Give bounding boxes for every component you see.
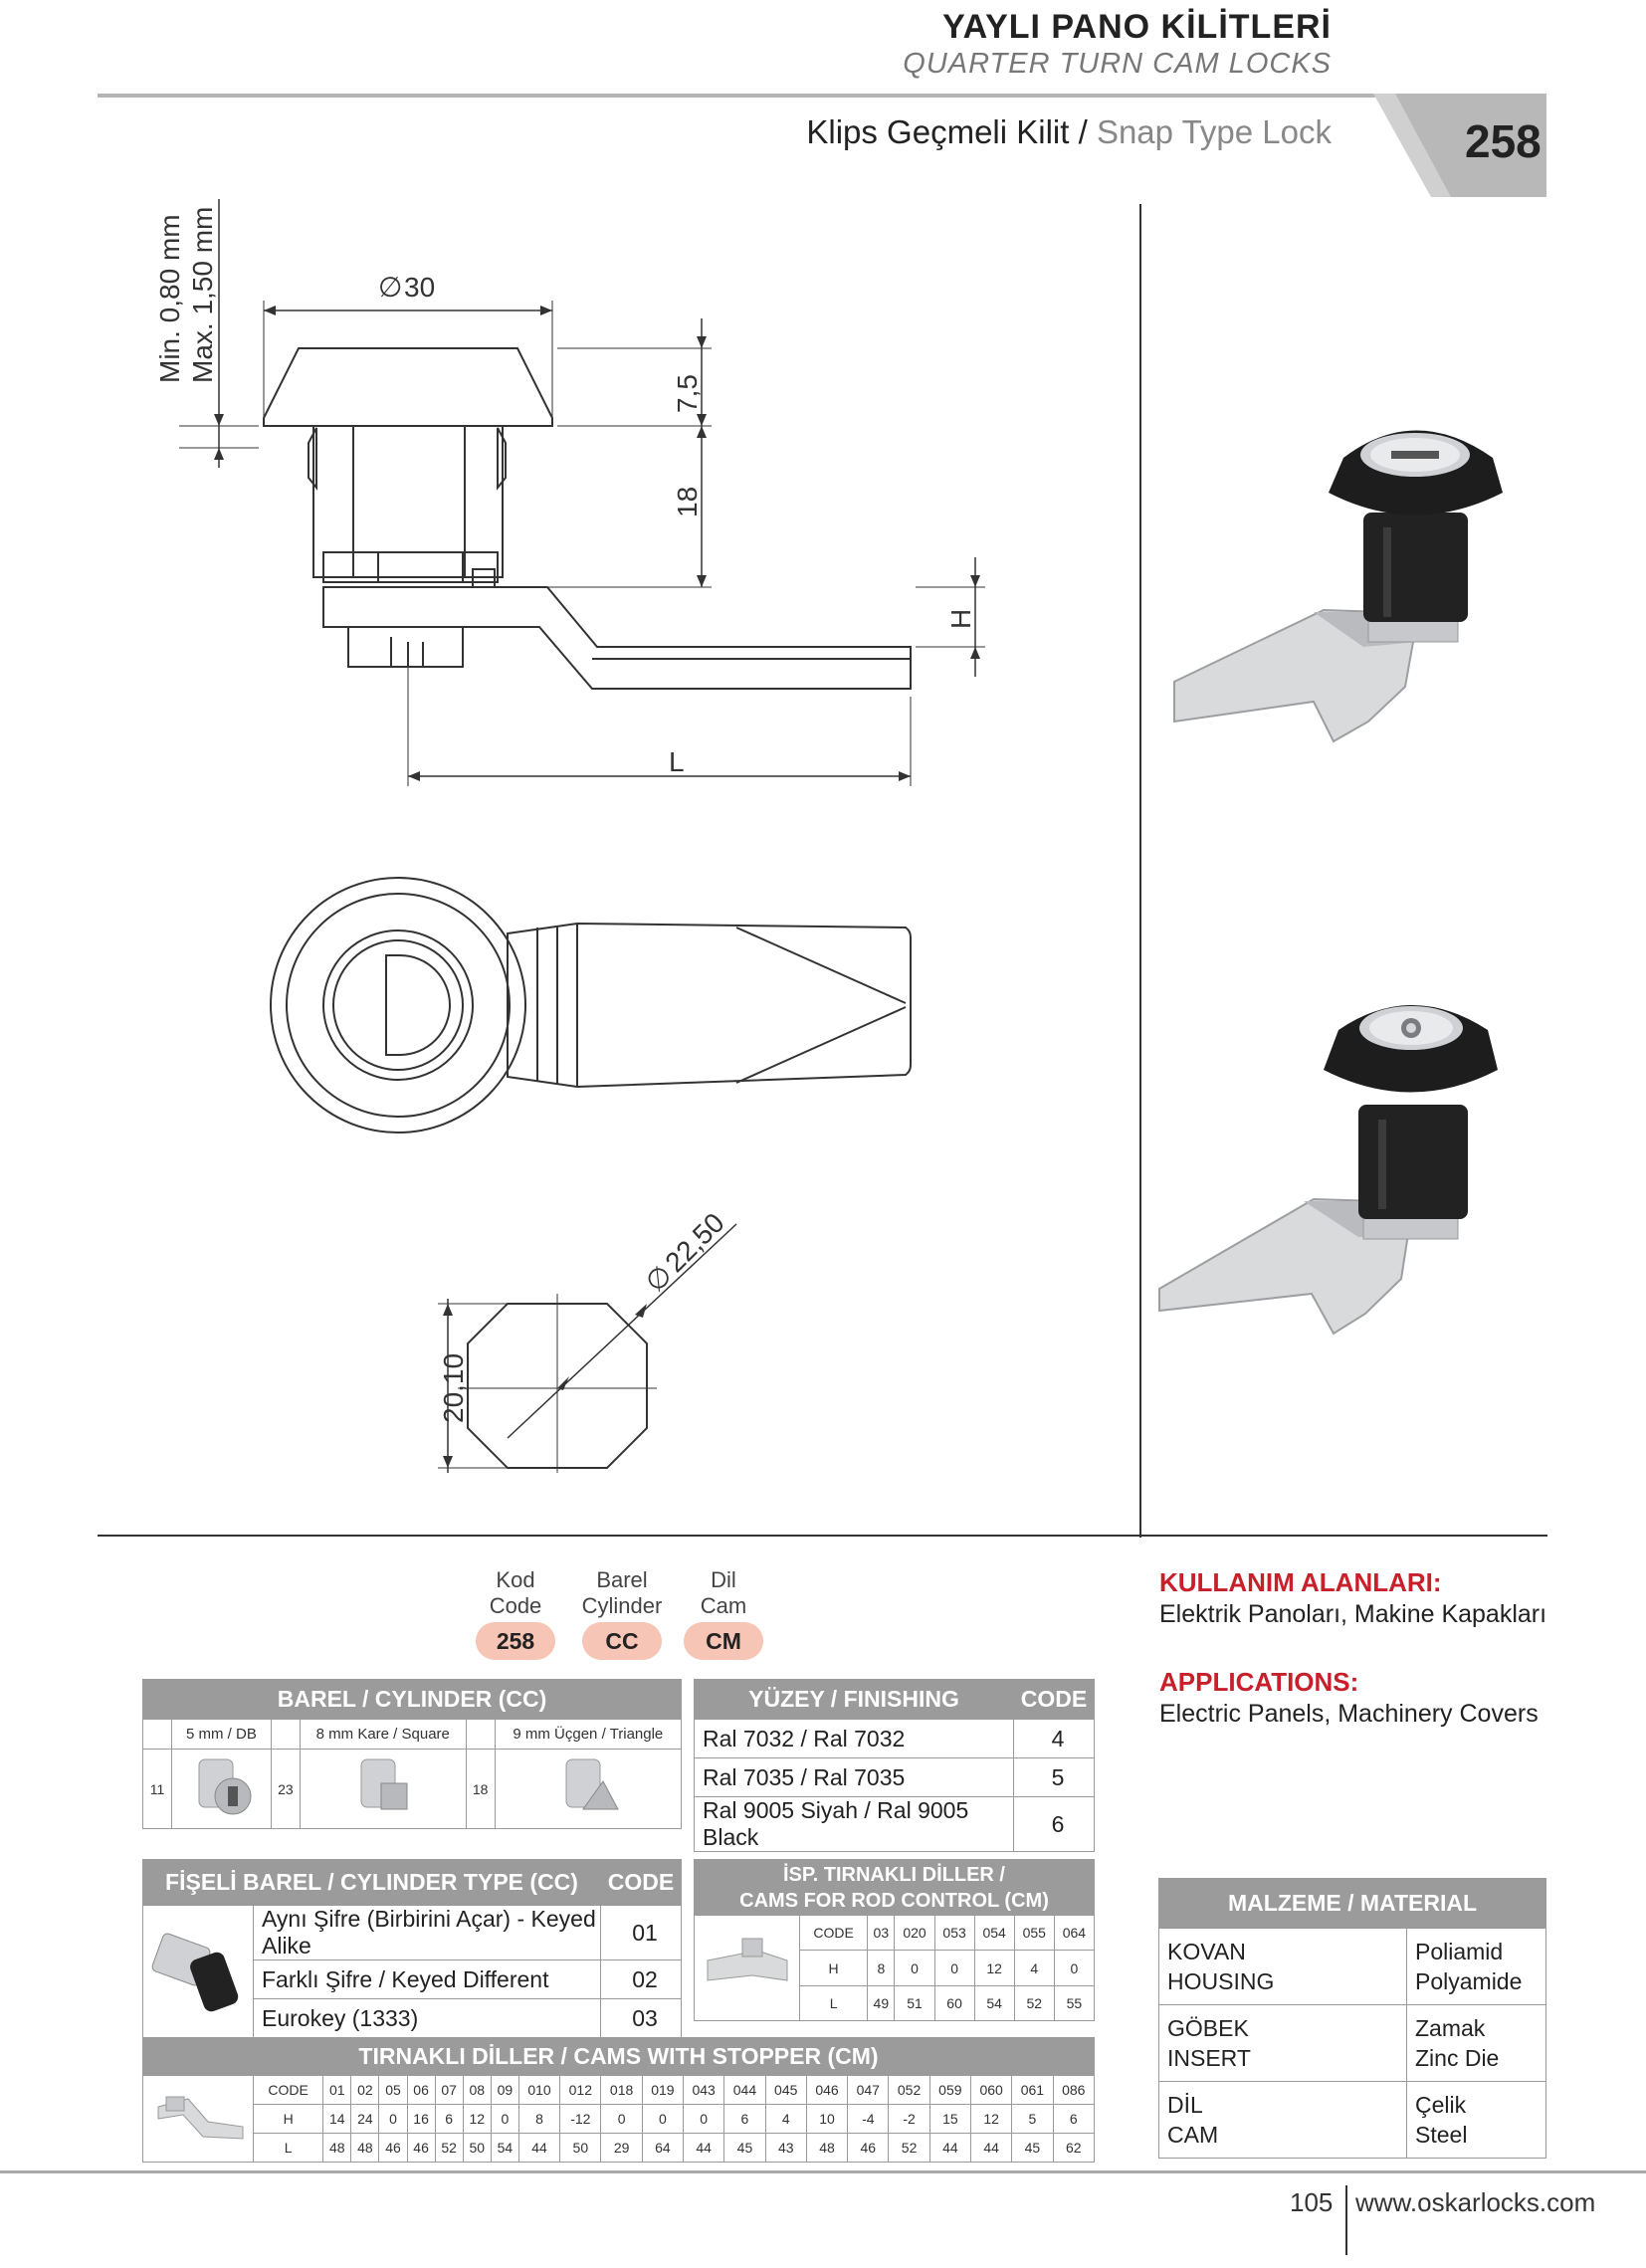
page-code: 258 — [1465, 115, 1542, 167]
stopper-h: 12 — [463, 2105, 491, 2134]
stopper-table — [142, 2037, 1095, 2163]
cylinder-triangle-icon — [548, 1752, 628, 1821]
finishing-code: 4 — [1014, 1720, 1095, 1758]
stopper-h-header: H — [254, 2105, 323, 2134]
stopper-l: 44 — [684, 2134, 724, 2163]
order-code-pill-barel: CC — [582, 1622, 662, 1660]
stopper-l: 29 — [601, 2134, 642, 2163]
footer-separator — [1345, 2185, 1347, 2255]
stopper-l: 45 — [724, 2134, 765, 2163]
stopper-h: 6 — [1053, 2105, 1094, 2134]
stopper-l: 46 — [407, 2134, 435, 2163]
stopper-cam-icon — [148, 2077, 248, 2157]
cylinder-type-label: Eurokey (1333) — [254, 1999, 601, 2038]
stopper-h: -2 — [889, 2105, 929, 2134]
applications-heading-en: APPLICATIONS: — [1159, 1667, 1359, 1697]
rod-code: 064 — [1054, 1916, 1094, 1951]
kod-label-en: Code — [489, 1593, 542, 1618]
material-part-tr: GÖBEK — [1167, 2015, 1249, 2041]
cylinder-type-code-header: CODE — [601, 1860, 682, 1906]
vertical-divider — [1139, 204, 1141, 1538]
rod-title-line2: CAMS FOR ROD CONTROL (CM) — [739, 1889, 1049, 1912]
applications-heading-tr: KULLANIM ALANLARI: — [1159, 1567, 1442, 1597]
cylinder-table-title: BAREL / CYLINDER (CC) — [143, 1680, 682, 1720]
dim-l-label: L — [669, 746, 685, 777]
cylinder-img-triangle — [495, 1750, 681, 1829]
stopper-h: 4 — [765, 2105, 806, 2134]
material-value-tr: Çelik — [1415, 2092, 1467, 2118]
stopper-code: 08 — [463, 2076, 491, 2105]
rod-h: 0 — [895, 1951, 934, 1986]
rod-code: 054 — [974, 1916, 1014, 1951]
rod-l: 49 — [868, 1986, 895, 2021]
stopper-h: 0 — [684, 2105, 724, 2134]
finishing-label: Ral 7032 / Ral 7032 — [695, 1720, 1014, 1758]
stopper-l: 50 — [560, 2134, 601, 2163]
product-render-triangle-lock — [1154, 990, 1533, 1348]
cylinder-type-label: Farklı Şifre / Keyed Different — [254, 1960, 601, 1999]
applications-text-en: Electric Panels, Machinery Covers — [1159, 1700, 1539, 1728]
finishing-table-code-header: CODE — [1014, 1680, 1095, 1720]
stopper-h: 8 — [518, 2105, 559, 2134]
stopper-code: 047 — [848, 2076, 889, 2105]
cylinder-type-code: 23 — [271, 1750, 300, 1829]
cylinder-img-square — [300, 1750, 466, 1829]
material-part-tr: DİL — [1167, 2092, 1203, 2118]
finishing-label: Ral 9005 Siyah / Ral 9005 Black — [695, 1797, 1014, 1852]
cylinder-type-code: 01 — [601, 1906, 682, 1960]
stopper-code-header: CODE — [254, 2076, 323, 2105]
cylinder-img-db — [172, 1750, 272, 1829]
dia-22-50-symbol: ∅ — [639, 1259, 679, 1299]
cylinder-type-code: 03 — [601, 1999, 682, 2038]
cylinder-type-label: 8 mm Kare / Square — [300, 1720, 466, 1750]
material-value-en: Steel — [1415, 2122, 1468, 2148]
stopper-l: 43 — [765, 2134, 806, 2163]
kod-label-tr: Kod — [496, 1567, 535, 1592]
order-code-col-barel — [567, 1567, 677, 1619]
material-part-en: CAM — [1167, 2122, 1219, 2148]
product-type-en: Snap Type Lock — [1096, 113, 1332, 150]
stopper-h: 0 — [379, 2105, 407, 2134]
rod-l: 52 — [1014, 1986, 1054, 2021]
stopper-h: 0 — [601, 2105, 642, 2134]
rod-code: 055 — [1014, 1916, 1054, 1951]
stopper-h: 0 — [642, 2105, 683, 2134]
cylinder-type-label: 9 mm Üçgen / Triangle — [495, 1720, 681, 1750]
rod-code: 053 — [934, 1916, 974, 1951]
cylinder-type-label: 5 mm / DB — [172, 1720, 272, 1750]
material-value-en: Polyamide — [1415, 1968, 1523, 1994]
cylinder-type-table — [142, 1859, 682, 2038]
stopper-code: 018 — [601, 2076, 642, 2105]
cylinder-type-code: 11 — [143, 1750, 172, 1829]
dim-h-label: H — [945, 608, 976, 629]
dil-label-en: Cam — [700, 1593, 747, 1618]
rod-h-header: H — [800, 1951, 868, 1986]
stopper-h: 16 — [407, 2105, 435, 2134]
cylinder-type-code: 18 — [466, 1750, 495, 1829]
finishing-table-title: YÜZEY / FINISHING — [695, 1680, 1014, 1720]
finishing-table — [694, 1679, 1095, 1852]
cylinder-square-icon — [343, 1752, 423, 1821]
stopper-h: -4 — [848, 2105, 889, 2134]
footer-page-number: 105 — [1290, 2187, 1334, 2217]
stopper-code: 07 — [435, 2076, 463, 2105]
finishing-code: 5 — [1014, 1758, 1095, 1797]
stopper-l: 45 — [1012, 2134, 1053, 2163]
header-subtitle: QUARTER TURN CAM LOCKS — [903, 48, 1332, 80]
stopper-code: 086 — [1053, 2076, 1094, 2105]
order-code-pill-dil: CM — [684, 1622, 763, 1660]
rod-control-table — [694, 1859, 1095, 2021]
stopper-code: 061 — [1012, 2076, 1053, 2105]
rod-cam-img — [695, 1916, 800, 2021]
dia-30-label: 30 — [404, 272, 436, 303]
stopper-h: 24 — [351, 2105, 379, 2134]
rod-control-table-title — [695, 1860, 1095, 1916]
stopper-code: 06 — [407, 2076, 435, 2105]
stopper-l: 52 — [889, 2134, 929, 2163]
stopper-table-title: TIRNAKLI DİLLER / CAMS WITH STOPPER (CM) — [143, 2038, 1095, 2076]
cylinder-type-table-title: FİŞELİ BAREL / CYLINDER TYPE (CC) — [143, 1860, 601, 1906]
material-table-title: MALZEME / MATERIAL — [1159, 1879, 1546, 1929]
stopper-h: 12 — [971, 2105, 1012, 2134]
stopper-code: 012 — [560, 2076, 601, 2105]
material-value — [1407, 2005, 1546, 2082]
stopper-l: 44 — [971, 2134, 1012, 2163]
stopper-code: 05 — [379, 2076, 407, 2105]
order-code-pill-kod: 258 — [476, 1622, 555, 1660]
barel-label-en: Cylinder — [581, 1593, 663, 1618]
material-value — [1407, 2082, 1546, 2159]
product-type-tr: Klips Geçmeli Kilit / — [806, 113, 1088, 150]
material-part — [1159, 2005, 1407, 2082]
material-value — [1407, 1929, 1546, 2005]
stopper-h: 5 — [1012, 2105, 1053, 2134]
rod-code: 020 — [895, 1916, 934, 1951]
rod-code-header: CODE — [800, 1916, 868, 1951]
cylinder-key-img — [143, 1906, 254, 2038]
stopper-h: -12 — [560, 2105, 601, 2134]
material-table — [1158, 1878, 1546, 2159]
dim-max-label: Max. 1,50 mm — [187, 206, 218, 383]
material-part — [1159, 2082, 1407, 2159]
dim-7-5-label: 7,5 — [672, 374, 703, 413]
dil-label-tr: Dil — [711, 1567, 736, 1592]
stopper-code: 02 — [351, 2076, 379, 2105]
stopper-l: 54 — [491, 2134, 518, 2163]
finishing-label: Ral 7035 / Ral 7035 — [695, 1758, 1014, 1797]
stopper-code: 046 — [806, 2076, 847, 2105]
material-part-en: INSERT — [1167, 2045, 1251, 2071]
finishing-code: 6 — [1014, 1797, 1095, 1852]
technical-drawing — [139, 189, 995, 1483]
product-type — [806, 113, 1332, 151]
stopper-h: 14 — [323, 2105, 351, 2134]
stopper-code: 059 — [929, 2076, 970, 2105]
rod-h: 4 — [1014, 1951, 1054, 1986]
dia-22-50-label: 22,50 — [659, 1206, 730, 1279]
material-part — [1159, 1929, 1407, 2005]
stopper-code: 045 — [765, 2076, 806, 2105]
dim-18-label: 18 — [672, 486, 703, 517]
stopper-l: 50 — [463, 2134, 491, 2163]
rod-l: 54 — [974, 1986, 1014, 2021]
stopper-l: 52 — [435, 2134, 463, 2163]
dim-20-10-label: 20,10 — [438, 1352, 469, 1423]
rod-h: 8 — [868, 1951, 895, 1986]
section-divider — [98, 1535, 1547, 1537]
stopper-code: 044 — [724, 2076, 765, 2105]
material-value-en: Zinc Die — [1415, 2045, 1500, 2071]
stopper-code: 052 — [889, 2076, 929, 2105]
material-value-tr: Zamak — [1415, 2015, 1486, 2041]
rod-l: 60 — [934, 1986, 974, 2021]
rod-l-header: L — [800, 1986, 868, 2021]
rod-title-line1: İSP. TIRNAKLI DİLLER / — [783, 1863, 1005, 1886]
rod-h: 12 — [974, 1951, 1014, 1986]
rod-h: 0 — [1054, 1951, 1094, 1986]
stopper-l: 48 — [806, 2134, 847, 2163]
stopper-code: 01 — [323, 2076, 351, 2105]
stopper-code: 010 — [518, 2076, 559, 2105]
barel-label-tr: Barel — [596, 1567, 648, 1592]
stopper-h: 10 — [806, 2105, 847, 2134]
stopper-l: 48 — [351, 2134, 379, 2163]
footer-url: www.oskarlocks.com — [1355, 2187, 1596, 2217]
rod-cam-icon — [698, 1921, 797, 2010]
stopper-l: 48 — [323, 2134, 351, 2163]
rod-h: 0 — [934, 1951, 974, 1986]
stopper-l: 44 — [518, 2134, 559, 2163]
stopper-h: 6 — [435, 2105, 463, 2134]
key-cylinder-icon — [148, 1915, 248, 2024]
product-render-key-lock — [1154, 403, 1533, 751]
stopper-code: 043 — [684, 2076, 724, 2105]
stopper-h: 15 — [929, 2105, 970, 2134]
material-part-en: HOUSING — [1167, 1968, 1275, 1994]
order-code-col-dil — [669, 1567, 778, 1619]
stopper-l: 46 — [848, 2134, 889, 2163]
stopper-h: 0 — [491, 2105, 518, 2134]
stopper-l: 44 — [929, 2134, 970, 2163]
material-part-tr: KOVAN — [1167, 1939, 1246, 1964]
stopper-code: 060 — [971, 2076, 1012, 2105]
cylinder-type-label: Aynı Şifre (Birbirini Açar) - Keyed Alike — [254, 1906, 601, 1960]
material-value-tr: Poliamid — [1415, 1939, 1504, 1964]
applications-text-tr: Elektrik Panoları, Makine Kapakları — [1159, 1600, 1547, 1628]
header-title: YAYLI PANO KİLİTLERİ — [942, 8, 1332, 46]
order-code-col-kod — [461, 1567, 570, 1619]
dia-30-symbol: ∅ — [378, 272, 403, 303]
stopper-l: 46 — [379, 2134, 407, 2163]
dim-min-label: Min. 0,80 mm — [154, 214, 185, 383]
stopper-code: 019 — [642, 2076, 683, 2105]
rod-l: 51 — [895, 1986, 934, 2021]
stopper-l: 64 — [642, 2134, 683, 2163]
stopper-h: 6 — [724, 2105, 765, 2134]
stopper-code: 09 — [491, 2076, 518, 2105]
stopper-cam-img — [143, 2076, 254, 2163]
cylinder-table — [142, 1679, 682, 1829]
cylinder-type-code: 02 — [601, 1960, 682, 1999]
rod-code: 03 — [868, 1916, 895, 1951]
rod-l: 55 — [1054, 1986, 1094, 2021]
cylinder-db-icon — [181, 1752, 261, 1821]
stopper-l-header: L — [254, 2134, 323, 2163]
stopper-l: 62 — [1053, 2134, 1094, 2163]
footer-divider — [0, 2170, 1646, 2173]
header-divider — [98, 94, 1376, 98]
